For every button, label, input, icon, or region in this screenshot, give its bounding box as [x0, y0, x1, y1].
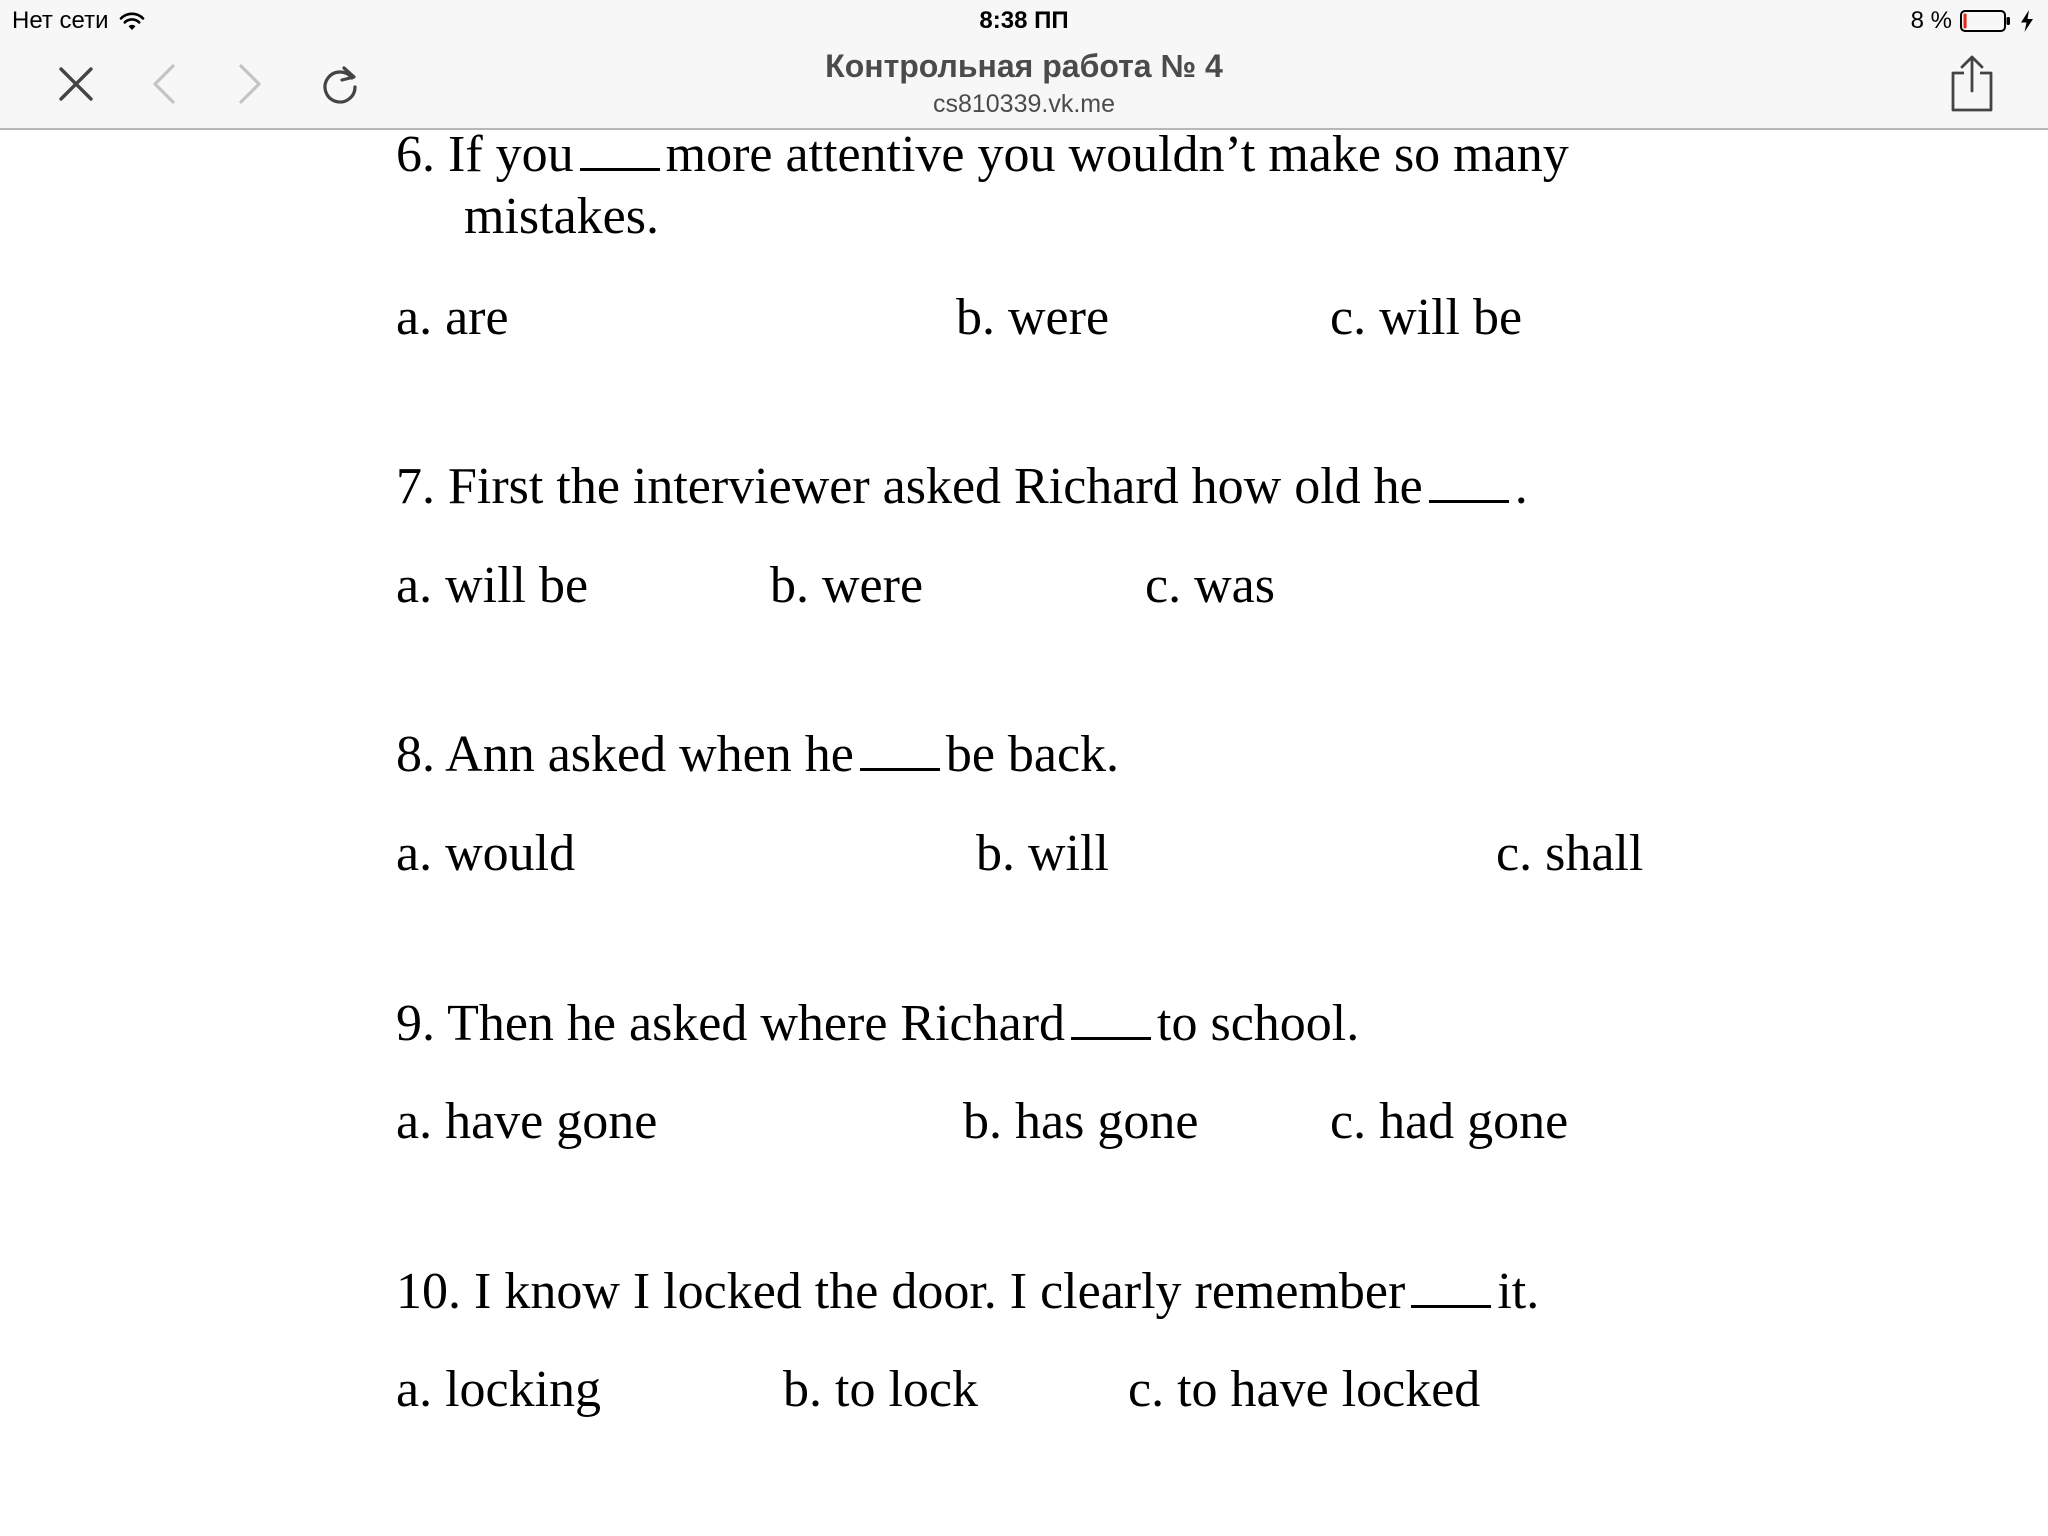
option-b: b. has gone [963, 1093, 1199, 1150]
option-b: b. were [956, 289, 1110, 346]
question-text-after: to school. [1157, 995, 1360, 1052]
question-number: 8. [396, 726, 435, 783]
option-c: c. had gone [1330, 1093, 1569, 1150]
browser-nav-bar [0, 40, 2048, 130]
share-button[interactable] [1942, 54, 2002, 114]
question-text-after: it. [1497, 1263, 1540, 1320]
battery-icon [1960, 10, 2012, 32]
option-b: b. to lock [783, 1361, 978, 1418]
charging-bolt-icon [2020, 10, 2034, 32]
question-text-before: If you [448, 126, 574, 183]
answer-blank [580, 124, 660, 171]
question-8 [396, 724, 1696, 786]
question-7 [396, 456, 1696, 518]
page-title: Контрольная работа № 4 [825, 48, 1223, 84]
question-number: 10. [396, 1263, 461, 1320]
carrier-label: Нет сети [12, 7, 109, 34]
question-text-before: I know I locked the door. I clearly remember [474, 1263, 1406, 1320]
document-page [0, 126, 2048, 1536]
option-c: c. shall [1496, 825, 1644, 882]
question-10 [396, 1261, 1696, 1323]
question-number: 6. [396, 126, 435, 183]
option-a: a. would [396, 825, 576, 882]
question-text-after: be back. [945, 726, 1120, 783]
option-a: a. will be [396, 557, 589, 614]
battery-percent: 8 % [1910, 7, 1952, 34]
option-c: c. was [1145, 557, 1275, 614]
question-text-before: Then he asked where Richard [447, 995, 1066, 1052]
question-6 [396, 124, 1696, 248]
status-right [1911, 7, 2034, 35]
answer-blank [860, 724, 940, 771]
question-text-before: First the interviewer asked Richard how old he [448, 458, 1423, 515]
option-b: b. were [770, 557, 924, 614]
answer-blank [1071, 993, 1151, 1040]
question-text-after: . [1514, 458, 1528, 515]
answer-blank [1411, 1261, 1491, 1308]
status-time: 8:38 ПП [979, 7, 1069, 34]
share-icon [1949, 55, 1995, 113]
option-c: c. to have locked [1128, 1361, 1481, 1418]
question-9 [396, 993, 1696, 1055]
option-a: a. have gone [396, 1093, 658, 1150]
question-text-continuation: mistakes. [464, 188, 659, 245]
option-a: a. are [396, 289, 509, 346]
answer-blank [1429, 456, 1509, 503]
option-a: a. locking [396, 1361, 602, 1418]
option-c: c. will be [1330, 289, 1523, 346]
question-number: 7. [396, 458, 435, 515]
question-text-before: Ann asked when he [445, 726, 854, 783]
option-b: b. will [976, 825, 1109, 882]
page-url[interactable]: cs810339.vk.me [932, 90, 1116, 118]
question-number: 9. [396, 995, 435, 1052]
question-text-after: more attentive you wouldn’t make so many [665, 126, 1569, 183]
status-bar [0, 0, 2048, 40]
